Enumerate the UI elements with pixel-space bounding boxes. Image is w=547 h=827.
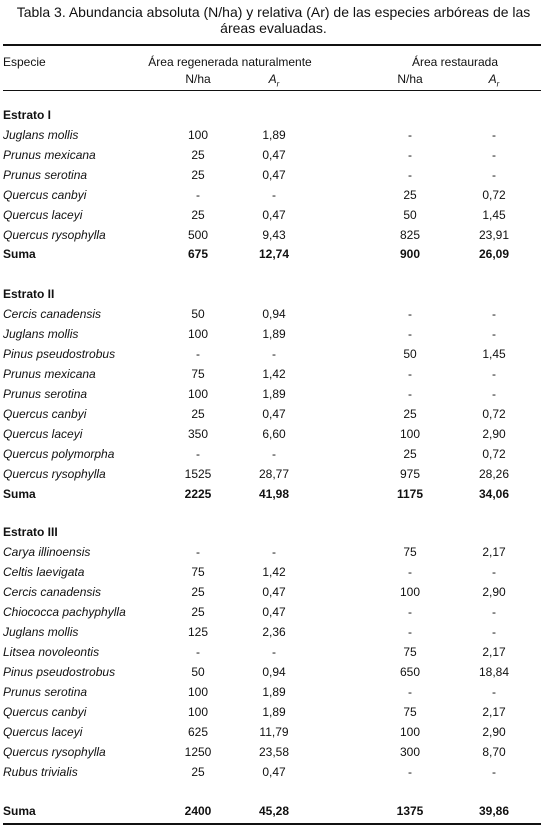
caption-line-2: áreas evaluadas.: [220, 20, 327, 36]
table-row: [0, 367, 547, 381]
ar-restaurada-cell: 2,17: [482, 645, 506, 659]
suma-ar-restaurada: 39,86: [478, 804, 510, 818]
ar-regenerada-cell: 1,89: [262, 685, 286, 699]
suma-label: Suma: [3, 487, 36, 501]
species-cell: Prunus serotina: [3, 387, 88, 401]
suma-label: Suma: [3, 247, 36, 261]
species-cell: Cercis canadensis: [3, 585, 102, 599]
section-heading-estrato-2: [0, 287, 547, 301]
nha-restaurada-cell: -: [408, 327, 412, 341]
table-row: [0, 705, 547, 719]
nha-restaurada-cell: -: [408, 625, 412, 639]
nha-restaurada-cell: -: [408, 168, 412, 182]
species-cell: Prunus serotina: [3, 168, 88, 182]
nha-restaurada-cell: 75: [403, 545, 417, 559]
ar-regenerada-cell: 0,94: [262, 307, 286, 321]
header-ar-2-main: A: [488, 72, 497, 86]
nha-restaurada-cell: 25: [403, 447, 417, 461]
ar-regenerada-cell: 1,89: [262, 327, 286, 341]
suma-ar-regenerada: 12,74: [258, 247, 290, 261]
ar-regenerada-cell: 1,42: [262, 565, 286, 579]
nha-regenerada-cell: 25: [191, 585, 205, 599]
table-row: [0, 407, 547, 421]
table-caption: [0, 4, 547, 36]
top-rule: [3, 44, 541, 46]
species-cell: Carya illinoensis: [3, 545, 91, 559]
ar-regenerada-cell: -: [272, 188, 276, 202]
species-cell: Quercus rysophylla: [3, 467, 106, 481]
table-row: [0, 228, 547, 242]
nha-restaurada-cell: 300: [399, 745, 421, 759]
section-label: Estrato III: [3, 525, 58, 539]
species-cell: Quercus canbyi: [3, 407, 87, 421]
nha-restaurada-cell: 25: [403, 407, 417, 421]
species-cell: Prunus mexicana: [3, 148, 96, 162]
ar-restaurada-cell: 28,26: [478, 467, 510, 481]
nha-restaurada-cell: -: [408, 367, 412, 381]
ar-restaurada-cell: 2,90: [482, 427, 506, 441]
nha-restaurada-cell: 75: [403, 705, 417, 719]
nha-restaurada-cell: -: [408, 765, 412, 779]
table-row: [0, 128, 547, 142]
ar-restaurada-cell: 0,72: [482, 407, 506, 421]
nha-regenerada-cell: 100: [187, 327, 209, 341]
bottom-rule: [3, 823, 541, 825]
table-row: [0, 387, 547, 401]
table-row: [0, 745, 547, 759]
ar-restaurada-cell: 2,90: [482, 585, 506, 599]
nha-regenerada-cell: 25: [191, 407, 205, 421]
header-ar-1-sub: r: [276, 79, 280, 89]
ar-restaurada-cell: 1,45: [482, 347, 506, 361]
ar-restaurada-cell: -: [492, 765, 496, 779]
ar-restaurada-cell: 18,84: [478, 665, 510, 679]
ar-regenerada-cell: 0,47: [262, 208, 286, 222]
suma-nha-restaurada: 1175: [396, 487, 424, 501]
table-row: [0, 188, 547, 202]
species-cell: Quercus laceyi: [3, 427, 83, 441]
table-row: [0, 665, 547, 679]
ar-regenerada-cell: 0,47: [262, 148, 286, 162]
nha-regenerada-cell: 500: [187, 228, 209, 242]
nha-regenerada-cell: -: [196, 347, 200, 361]
nha-restaurada-cell: 975: [399, 467, 421, 481]
ar-restaurada-cell: -: [492, 148, 496, 162]
ar-regenerada-cell: 0,47: [262, 407, 286, 421]
table-row: [0, 467, 547, 481]
table-row: [0, 765, 547, 779]
section-heading-estrato-3: [0, 525, 547, 539]
table-row: [0, 168, 547, 182]
ar-regenerada-cell: 11,79: [259, 725, 289, 739]
ar-restaurada-cell: -: [492, 307, 496, 321]
header-rule: [3, 90, 541, 91]
table-row: [0, 605, 547, 619]
suma-row: [0, 487, 547, 501]
ar-restaurada-cell: -: [492, 387, 496, 401]
suma-ar-restaurada: 26,09: [478, 247, 510, 261]
nha-regenerada-cell: 25: [191, 765, 205, 779]
header-nha-2: N/ha: [397, 72, 423, 86]
ar-regenerada-cell: 0,47: [262, 585, 286, 599]
species-cell: Litsea novoleontis: [3, 645, 100, 659]
ar-restaurada-cell: -: [492, 605, 496, 619]
table-row: [0, 685, 547, 699]
nha-restaurada-cell: 100: [399, 725, 421, 739]
nha-restaurada-cell: 75: [403, 645, 417, 659]
suma-row: [0, 804, 547, 818]
nha-regenerada-cell: 625: [187, 725, 209, 739]
table-row: [0, 725, 547, 739]
nha-regenerada-cell: -: [196, 645, 200, 659]
nha-restaurada-cell: -: [408, 307, 412, 321]
species-cell: Juglans mollis: [3, 625, 79, 639]
header-nha-1: N/ha: [185, 72, 211, 86]
nha-regenerada-cell: 75: [191, 565, 205, 579]
nha-regenerada-cell: 50: [191, 665, 205, 679]
nha-regenerada-cell: 100: [187, 705, 209, 719]
suma-label: Suma: [3, 804, 36, 818]
ar-regenerada-cell: 1,89: [262, 705, 286, 719]
ar-restaurada-cell: -: [492, 625, 496, 639]
ar-regenerada-cell: 9,43: [262, 228, 286, 242]
suma-nha-regenerada: 675: [187, 247, 209, 261]
species-cell: Prunus mexicana: [3, 367, 96, 381]
ar-restaurada-cell: 2,17: [482, 705, 506, 719]
suma-nha-regenerada: 2225: [184, 487, 212, 501]
ar-regenerada-cell: 1,42: [262, 367, 286, 381]
nha-restaurada-cell: -: [408, 565, 412, 579]
ar-restaurada-cell: 2,90: [482, 725, 506, 739]
species-cell: Chiococca pachyphylla: [3, 605, 126, 619]
ar-regenerada-cell: 0,47: [262, 605, 286, 619]
header-area-restaurada: Área restaurada: [411, 55, 499, 69]
ar-restaurada-cell: -: [492, 685, 496, 699]
ar-restaurada-cell: 1,45: [482, 208, 506, 222]
species-cell: Juglans mollis: [3, 327, 79, 341]
ar-regenerada-cell: -: [272, 447, 276, 461]
ar-restaurada-cell: -: [492, 327, 496, 341]
table-row: [0, 625, 547, 639]
nha-restaurada-cell: -: [408, 148, 412, 162]
species-cell: Pinus pseudostrobus: [3, 665, 116, 679]
nha-regenerada-cell: 350: [187, 427, 209, 441]
ar-restaurada-cell: -: [492, 565, 496, 579]
suma-ar-regenerada: 45,28: [258, 804, 290, 818]
table-row: [0, 447, 547, 461]
nha-regenerada-cell: 25: [191, 148, 205, 162]
nha-regenerada-cell: -: [196, 447, 200, 461]
header-ar-1-main: A: [268, 72, 277, 86]
suma-ar-restaurada: 34,06: [478, 487, 510, 501]
nha-regenerada-cell: 25: [191, 208, 205, 222]
nha-regenerada-cell: -: [196, 188, 200, 202]
species-cell: Quercus laceyi: [3, 725, 83, 739]
species-cell: Cercis canadensis: [3, 307, 102, 321]
table-row: [0, 307, 547, 321]
suma-nha-restaurada: 1375: [396, 804, 424, 818]
ar-restaurada-cell: 0,72: [482, 447, 506, 461]
ar-regenerada-cell: 0,47: [262, 168, 286, 182]
nha-regenerada-cell: 75: [191, 367, 205, 381]
ar-regenerada-cell: 2,36: [262, 625, 286, 639]
suma-ar-regenerada: 41,98: [258, 487, 290, 501]
header-ar-1: [246, 72, 302, 91]
suma-row: [0, 247, 547, 261]
table-row: [0, 585, 547, 599]
section-label: Estrato I: [3, 108, 52, 122]
ar-regenerada-cell: -: [272, 347, 276, 361]
ar-restaurada-cell: -: [492, 367, 496, 381]
nha-regenerada-cell: 100: [187, 685, 209, 699]
nha-restaurada-cell: 50: [403, 208, 417, 222]
species-cell: Rubus trivialis: [3, 765, 78, 779]
header-area-regenerada: Área regenerada naturalmente: [148, 55, 312, 69]
ar-restaurada-cell: 0,72: [482, 188, 506, 202]
species-cell: Quercus polymorpha: [3, 447, 115, 461]
table-row: [0, 545, 547, 559]
section-label: Estrato II: [3, 287, 55, 301]
nha-regenerada-cell: 1525: [184, 467, 212, 481]
table-row: [0, 208, 547, 222]
suma-nha-restaurada: 900: [399, 247, 421, 261]
species-cell: Quercus rysophylla: [3, 228, 106, 242]
ar-restaurada-cell: 8,70: [482, 745, 506, 759]
nha-regenerada-cell: 50: [191, 307, 205, 321]
species-cell: Celtis laevigata: [3, 565, 85, 579]
nha-restaurada-cell: -: [408, 685, 412, 699]
ar-regenerada-cell: -: [272, 545, 276, 559]
ar-regenerada-cell: 0,94: [262, 665, 286, 679]
nha-regenerada-cell: 25: [191, 168, 205, 182]
table-row: [0, 148, 547, 162]
table-row: [0, 565, 547, 579]
ar-regenerada-cell: 23,58: [258, 745, 290, 759]
species-cell: Quercus rysophylla: [3, 745, 106, 759]
ar-regenerada-cell: 1,89: [262, 387, 286, 401]
nha-restaurada-cell: -: [408, 128, 412, 142]
header-ar-2: [466, 72, 522, 91]
species-cell: Quercus canbyi: [3, 188, 87, 202]
header-ar-2-sub: r: [496, 79, 500, 89]
ar-regenerada-cell: 0,47: [262, 765, 286, 779]
nha-regenerada-cell: 100: [187, 387, 209, 401]
table-row: [0, 427, 547, 441]
nha-restaurada-cell: 100: [399, 585, 421, 599]
suma-nha-regenerada: 2400: [184, 804, 212, 818]
ar-restaurada-cell: -: [492, 168, 496, 182]
species-cell: Juglans mollis: [3, 128, 79, 142]
ar-regenerada-cell: 28,77: [258, 467, 290, 481]
nha-regenerada-cell: 125: [187, 625, 209, 639]
header-especie: Especie: [3, 55, 46, 69]
caption-line-1: Tabla 3. Abundancia absoluta (N/ha) y relativa (Ar) de las especies arbóreas de las: [16, 4, 531, 20]
ar-restaurada-cell: 2,17: [482, 545, 506, 559]
ar-regenerada-cell: 1,89: [262, 128, 286, 142]
nha-restaurada-cell: -: [408, 387, 412, 401]
nha-regenerada-cell: 1250: [184, 745, 212, 759]
nha-restaurada-cell: 825: [399, 228, 421, 242]
species-cell: Pinus pseudostrobus: [3, 347, 116, 361]
nha-regenerada-cell: 25: [191, 605, 205, 619]
nha-restaurada-cell: 50: [403, 347, 417, 361]
species-cell: Prunus serotina: [3, 685, 88, 699]
nha-restaurada-cell: -: [408, 605, 412, 619]
nha-regenerada-cell: 100: [187, 128, 209, 142]
species-cell: Quercus laceyi: [3, 208, 83, 222]
table-row: [0, 645, 547, 659]
ar-regenerada-cell: 6,60: [262, 427, 286, 441]
table-row: [0, 327, 547, 341]
species-cell: Quercus canbyi: [3, 705, 87, 719]
section-heading-estrato-1: [0, 108, 547, 122]
nha-restaurada-cell: 650: [399, 665, 421, 679]
table-row: [0, 347, 547, 361]
nha-restaurada-cell: 100: [399, 427, 421, 441]
ar-regenerada-cell: -: [272, 645, 276, 659]
ar-restaurada-cell: -: [492, 128, 496, 142]
nha-regenerada-cell: -: [196, 545, 200, 559]
ar-restaurada-cell: 23,91: [478, 228, 510, 242]
nha-restaurada-cell: 25: [403, 188, 417, 202]
